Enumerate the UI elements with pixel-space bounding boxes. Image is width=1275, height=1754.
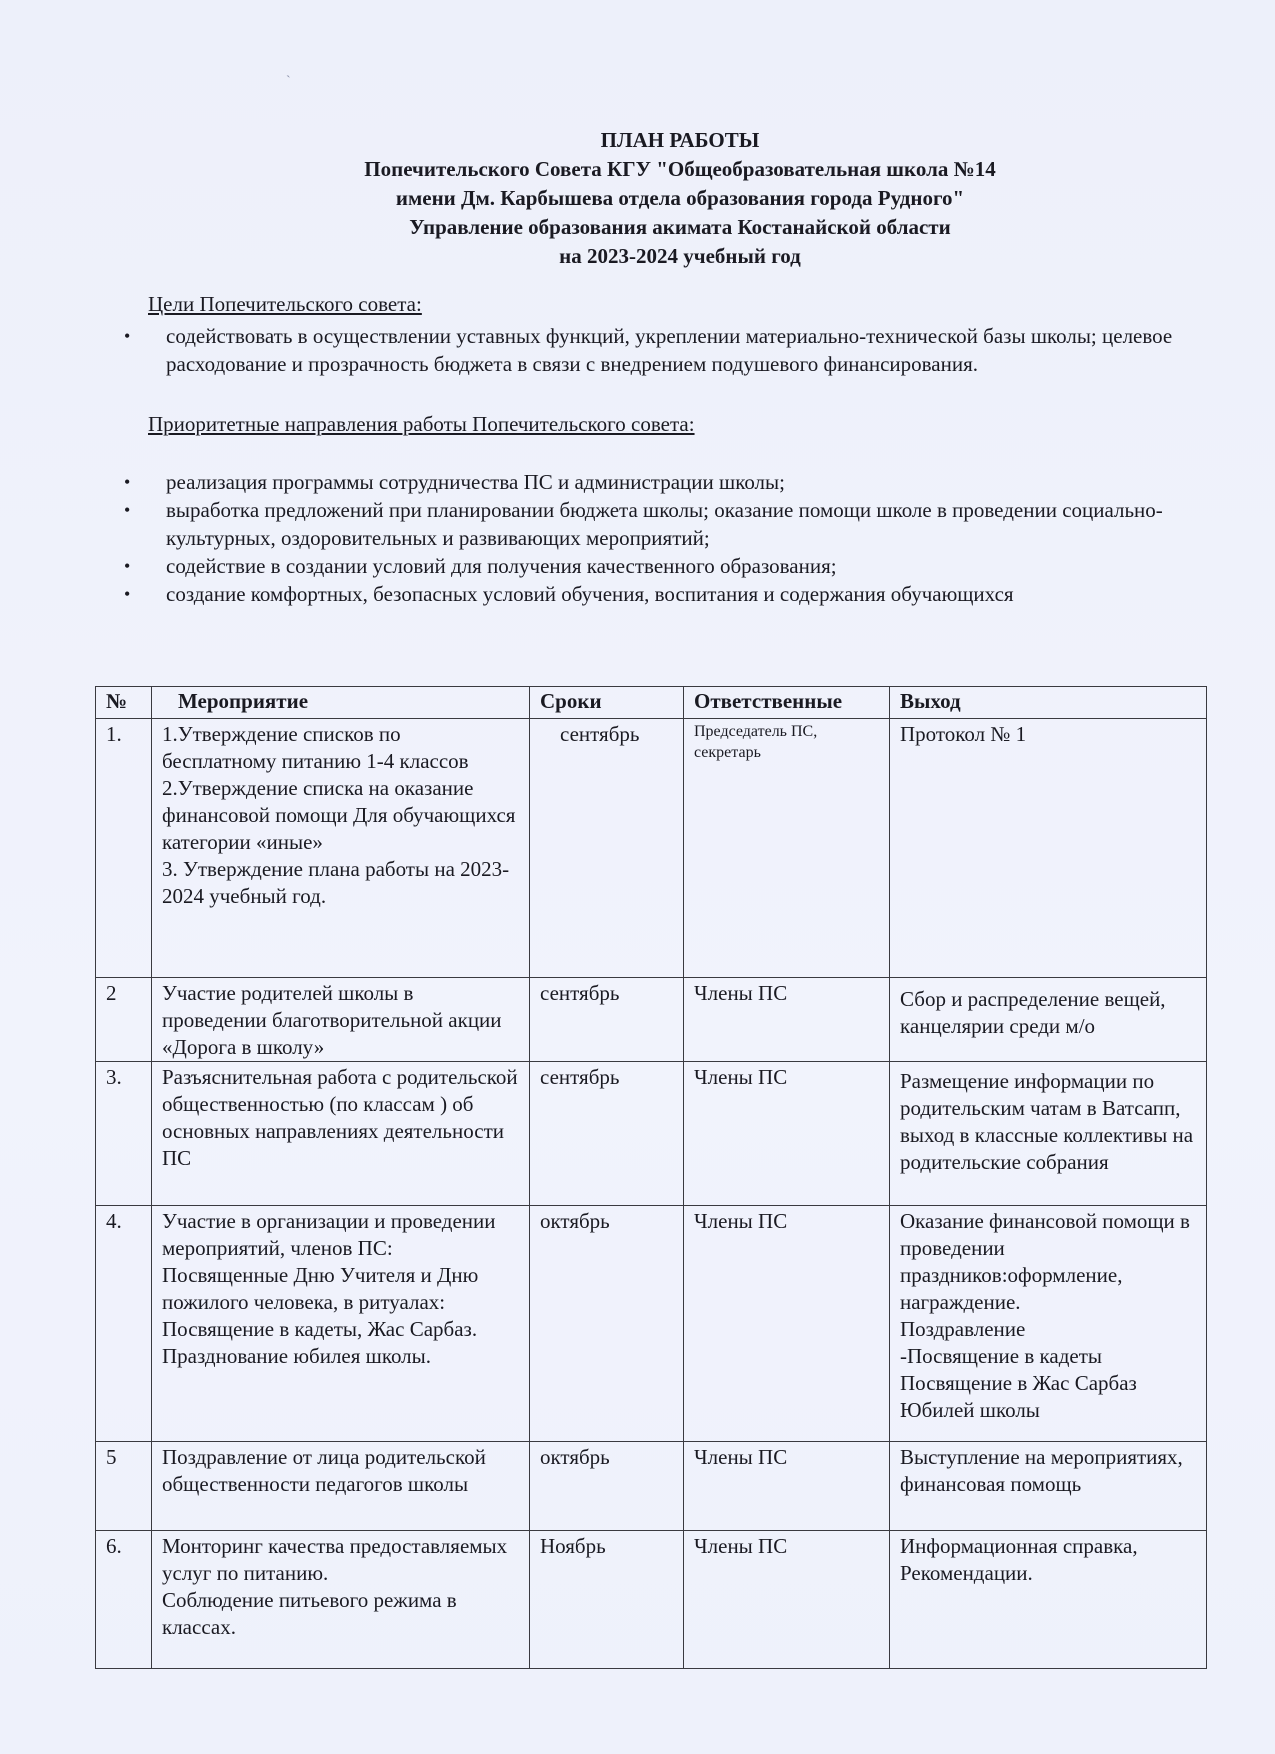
- row-term: сентябрь: [530, 719, 684, 978]
- row-term: октябрь: [530, 1442, 684, 1531]
- row-event: Монторинг качества предоставляемых услуг по питанию. Соблюдение питьевого режима в классах.: [152, 1531, 530, 1669]
- row-responsible: Члены ПС: [684, 1062, 890, 1206]
- row-event: 1.Утверждение списков по бесплатному питанию 1-4 классов 2.Утверждение списка на оказание финансовой помощи Для обучающихся категории «иные» 3. Утверждение плана работы на 2023-2024 учебный год.: [152, 719, 530, 978]
- row-output: Выступление на мероприятиях, финансовая помощь: [890, 1442, 1207, 1531]
- row-event: Разъяснительная работа с родительской общественностью (по классам ) об основных направлениях деятельности ПС: [152, 1062, 530, 1206]
- table-row: [96, 1062, 1207, 1206]
- row-output: Сбор и распределение вещей, канцелярии среди м/о: [890, 978, 1207, 1062]
- row-term: сентябрь: [530, 1062, 684, 1206]
- header-line-3: имени Дм. Карбышева отдела образования города Рудного": [395, 186, 965, 210]
- header-title: ПЛАН РАБОТЫ: [600, 128, 760, 152]
- header-line-4: Управление образования акимата Костанайской области: [409, 215, 951, 239]
- table-row: [96, 719, 1207, 978]
- row-responsible: Члены ПС: [684, 1206, 890, 1442]
- header-responsible: Ответственные: [684, 687, 890, 719]
- plan-table: [95, 686, 1207, 1669]
- row-num: 2: [96, 978, 152, 1062]
- priorities-item: • выработка предложений при планировании бюджета школы; оказание помощи школе в проведении социально-культурных, оздоровительных и развивающих мероприятий;: [122, 496, 1202, 552]
- header-output: Выход: [890, 687, 1207, 719]
- row-responsible: Члены ПС: [684, 978, 890, 1062]
- row-term: сентябрь: [530, 978, 684, 1062]
- row-responsible: Члены ПС: [684, 1442, 890, 1531]
- priorities-list: [122, 468, 1202, 608]
- goals-title: Цели Попечительского совета:: [148, 292, 422, 316]
- row-num: 4.: [96, 1206, 152, 1442]
- row-event: Поздравление от лица родительской общественности педагогов школы: [152, 1442, 530, 1531]
- row-event: Участие в организации и проведении мероприятий, членов ПС: Посвященные Дню Учителя и Дню пожилого человека, в ритуалах: Посвящение в кадеты, Жас Сарбаз. Празднование юбилея школы.: [152, 1206, 530, 1442]
- goals-list: [122, 322, 1202, 378]
- goals-item: • содействовать в осуществлении уставных функций, укреплении материально-технической базы школы; целевое расходование и прозрачность бюджета в связи с внедрением подушевого финансирования.: [122, 322, 1202, 378]
- row-responsible: Председатель ПС, секретарь: [684, 719, 890, 978]
- table-row: [96, 1206, 1207, 1442]
- row-responsible: Члены ПС: [684, 1531, 890, 1669]
- table-row: [96, 1531, 1207, 1669]
- row-term: октябрь: [530, 1206, 684, 1442]
- row-output: Оказание финансовой помощи в проведении праздников:оформление, награждение. Поздравление -Посвящение в кадеты Посвящение в Жас Сарбаз Юбилей школы: [890, 1206, 1207, 1442]
- row-output: Протокол № 1: [890, 719, 1207, 978]
- header-num: №: [96, 687, 152, 719]
- header-event: Мероприятие: [152, 687, 530, 719]
- header-line-5: на 2023-2024 учебный год: [559, 244, 801, 268]
- scan-speck: ˋ: [286, 74, 291, 89]
- row-num: 6.: [96, 1531, 152, 1669]
- priorities-item: • создание комфортных, безопасных условий обучения, воспитания и содержания обучающихся: [122, 580, 1202, 608]
- header-term: Сроки: [530, 687, 684, 719]
- table-header-row: [96, 687, 1207, 719]
- priorities-item: • реализация программы сотрудничества ПС и администрации школы;: [122, 468, 1202, 496]
- priorities-item: • содействие в создании условий для получения качественного образования;: [122, 552, 1202, 580]
- row-num: 1.: [96, 719, 152, 978]
- row-output: Размещение информации по родительским чатам в Ватсапп, выход в классные коллективы на родительские собрания: [890, 1062, 1207, 1206]
- table-row: [96, 978, 1207, 1062]
- row-term: Ноябрь: [530, 1531, 684, 1669]
- row-num: 5: [96, 1442, 152, 1531]
- table-row: [96, 1442, 1207, 1531]
- row-event: Участие родителей школы в проведении благотворительной акции «Дорога в школу»: [152, 978, 530, 1062]
- document-header: [230, 126, 1130, 271]
- row-num: 3.: [96, 1062, 152, 1206]
- priorities-title: Приоритетные направления работы Попечительского совета:: [148, 412, 695, 436]
- row-output: Информационная справка, Рекомендации.: [890, 1531, 1207, 1669]
- header-line-2: Попечительского Совета КГУ "Общеобразовательная школа №14: [364, 157, 996, 181]
